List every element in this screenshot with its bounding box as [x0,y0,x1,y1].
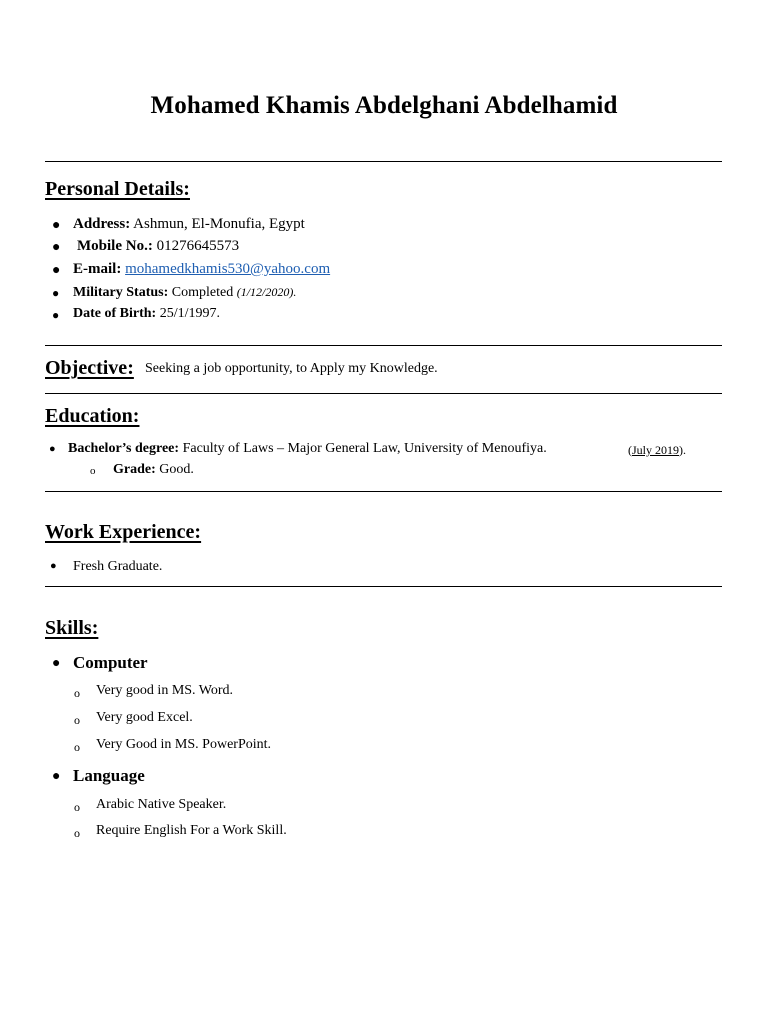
date-text: July 2019 [632,443,680,457]
email-label: E-mail: [73,261,122,277]
address-label: Address: [73,216,131,232]
circle-outline-icon: o [90,465,96,477]
mobile-label: Mobile No.: [77,238,153,254]
mobile-line [77,238,239,255]
bullet-dot-icon: ● [52,308,60,322]
section-heading-work: Work Experience: [45,521,202,543]
circle-outline-icon: o [74,800,80,814]
military-date: (1/12/2020). [236,285,297,299]
skills-computer-item: Very good in MS. Word. [96,683,234,698]
dob-value: 25/1/1997. [159,306,220,321]
divider [45,393,722,394]
objective-text: Seeking a job opportunity, to Apply my Knowledge. [145,361,438,376]
circle-outline-icon: o [74,826,80,840]
divider [45,161,722,162]
degree-label: Bachelor’s degree: [68,441,180,456]
military-label: Military Status: [73,285,169,300]
bullet-dot-icon: ● [52,218,61,233]
grade-label: Grade: [113,462,156,477]
military-line [73,285,296,301]
address-line [73,216,305,233]
email-link[interactable]: mohamedkhamis530@yahoo.com [125,261,331,277]
skills-language-item: Arabic Native Speaker. [96,797,227,812]
page-title: Mohamed Khamis Abdelghani Abdelhamid [150,92,618,119]
grade-value: Good. [159,462,194,477]
date-close: ). [679,443,687,457]
degree-value: Faculty of Laws – Major General Law, University of Menoufiya. [182,441,547,456]
circle-outline-icon: o [74,686,80,700]
bullet-dot-icon: ● [52,286,60,300]
skills-language-title: Language [73,766,145,785]
skills-computer-item: Very Good in MS. PowerPoint. [96,737,272,752]
circle-outline-icon: o [74,713,80,727]
dob-label: Date of Birth: [73,306,157,321]
bullet-dot-icon: ● [52,240,61,255]
degree-date [628,443,686,458]
date-open: ( [628,443,632,457]
bullet-dot-icon: ● [52,656,61,671]
bullet-dot-icon: ● [52,263,61,278]
section-heading-personal: Personal Details: [45,178,190,200]
section-heading-objective: Objective: [45,357,134,379]
address-value: Ashmun, El-Monufia, Egypt [133,216,305,232]
divider [45,491,722,492]
dob-line [73,306,220,322]
section-heading-skills: Skills: [45,617,99,639]
skills-computer-title: Computer [73,653,148,672]
bullet-dot-icon: ● [49,443,56,455]
bullet-dot-icon: ● [52,769,61,784]
military-value: Completed [171,285,234,300]
bullet-dot-icon: ● [50,560,57,572]
circle-outline-icon: o [74,740,80,754]
degree-line [68,441,547,457]
grade-line [113,462,194,478]
work-item: Fresh Graduate. [73,559,163,574]
skills-language-item: Require English For a Work Skill. [96,823,287,838]
email-line [73,261,330,278]
section-heading-education: Education: [45,405,140,427]
skills-computer-item: Very good Excel. [96,710,193,725]
divider [45,345,722,346]
mobile-value: 01276645573 [156,238,240,254]
divider [45,586,722,587]
